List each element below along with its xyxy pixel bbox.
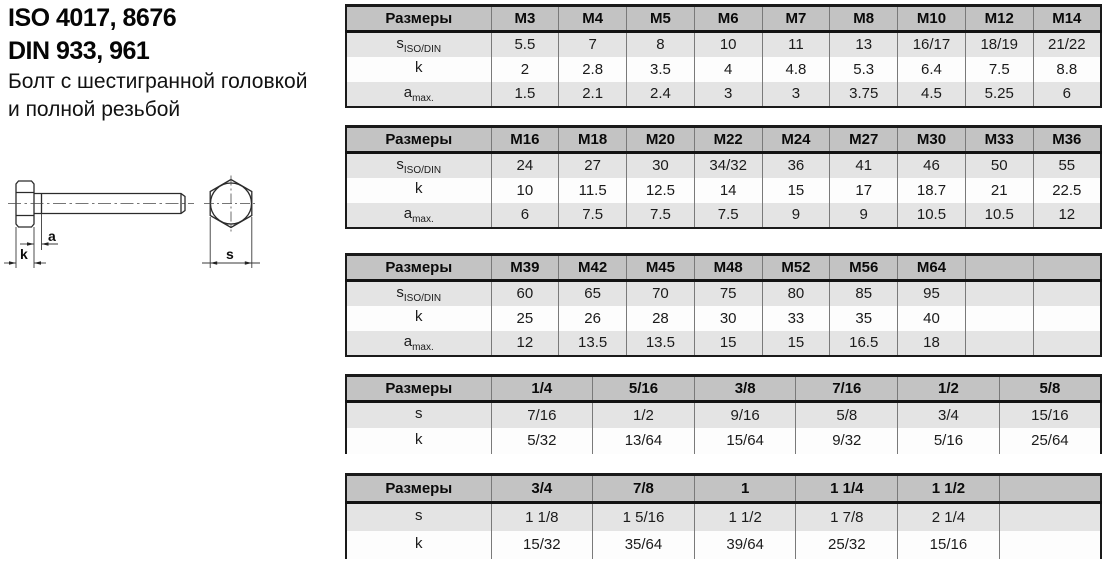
dimension-value-cell: 5/8	[796, 402, 898, 428]
inch-size-table-large	[345, 473, 1102, 559]
size-column-header: 1	[694, 475, 796, 503]
row-label-symbol: k	[415, 180, 423, 197]
dimension-value-cell: 35/64	[593, 531, 695, 559]
size-column-header: M33	[965, 127, 1033, 153]
dimension-value-cell: 5/32	[491, 428, 593, 454]
size-column-header: M52	[762, 255, 830, 281]
dimension-value-cell: 85	[830, 281, 898, 306]
dimension-value-cell: 35	[830, 306, 898, 331]
size-column-header: 7/16	[796, 376, 898, 402]
dimension-value-cell: 7.5	[965, 57, 1033, 82]
dimension-value-cell: 25/64	[999, 428, 1101, 454]
size-column-header	[999, 475, 1101, 503]
size-column-header: M45	[627, 255, 695, 281]
row-label-subscript: ISO/DIN	[403, 164, 442, 176]
size-column-header: 7/8	[593, 475, 695, 503]
row-label-symbol: k	[415, 534, 423, 552]
dimension-value-cell: 18.7	[898, 178, 966, 203]
dimension-value-cell: 80	[762, 281, 830, 306]
row-label	[346, 503, 491, 531]
dimension-value-cell: 40	[898, 306, 966, 331]
dimension-value-cell: 3/4	[898, 402, 1000, 428]
row-label-symbol: a	[403, 204, 413, 222]
size-column-header: 1 1/2	[898, 475, 1000, 503]
dimension-value-cell: 5/16	[898, 428, 1000, 454]
dimension-value-cell: 10.5	[965, 203, 1033, 228]
title-block	[8, 2, 340, 124]
row-label	[346, 178, 491, 203]
dimension-row	[346, 402, 1101, 428]
dimension-value-cell: 34/32	[694, 153, 762, 178]
dimension-value-cell: 70	[627, 281, 695, 306]
size-column-header: M20	[627, 127, 695, 153]
dimension-value-cell: 16/17	[898, 32, 966, 57]
table-corner-header: Размеры	[385, 131, 453, 148]
dimension-value-cell: 16.5	[830, 331, 898, 356]
dimension-value-cell: 13	[830, 32, 898, 57]
size-column-header: M27	[830, 127, 898, 153]
size-column-header	[965, 255, 1033, 281]
dimension-value-cell: 2.4	[627, 82, 695, 107]
dimension-value-cell: 3.75	[830, 82, 898, 107]
dimension-value-cell: 12	[491, 331, 559, 356]
dimension-value-cell: 30	[694, 306, 762, 331]
dimension-value-cell: 1 1/2	[694, 503, 796, 531]
row-label-symbol: s	[396, 34, 404, 52]
dimension-row	[346, 57, 1101, 82]
row-label	[346, 428, 491, 454]
row-label-subscript: ISO/DIN	[403, 43, 442, 55]
dimension-value-cell: 1/2	[593, 402, 695, 428]
size-column-header: 1/2	[898, 376, 1000, 402]
size-column-header: M16	[491, 127, 559, 153]
row-label	[346, 32, 491, 57]
row-label-symbol: s	[415, 507, 423, 525]
dimension-value-cell	[1033, 281, 1101, 306]
row-label-symbol: k	[415, 308, 423, 325]
row-label	[346, 153, 491, 178]
row-label-symbol: k	[415, 430, 423, 448]
dimension-value-cell: 65	[559, 281, 627, 306]
dimension-value-cell: 60	[491, 281, 559, 306]
dimension-value-cell: 18/19	[965, 32, 1033, 57]
dimension-value-cell: 28	[627, 306, 695, 331]
row-label	[346, 82, 491, 107]
table-corner-header: Размеры	[385, 380, 453, 397]
row-label-symbol: s	[396, 155, 404, 173]
dimension-value-cell: 9/32	[796, 428, 898, 454]
row-label-symbol: k	[415, 59, 423, 76]
dimension-value-cell: 13.5	[627, 331, 695, 356]
dimension-value-cell: 2 1/4	[898, 503, 1000, 531]
dimension-row	[346, 82, 1101, 107]
size-column-header: M22	[694, 127, 762, 153]
inch-size-table-small	[345, 374, 1102, 454]
product-description-line2: и полной резьбой	[8, 98, 181, 121]
dimension-row	[346, 306, 1101, 331]
dimension-row	[346, 32, 1101, 57]
row-label-symbol: s	[396, 283, 404, 301]
size-column-header: M6	[694, 6, 762, 32]
table-corner-header: Размеры	[385, 259, 453, 276]
dimension-value-cell: 41	[830, 153, 898, 178]
dimension-value-cell: 9	[830, 203, 898, 228]
dimension-value-cell: 15	[762, 331, 830, 356]
bolt-technical-drawing	[2, 158, 282, 280]
dimension-value-cell: 50	[965, 153, 1033, 178]
dimension-row	[346, 281, 1101, 306]
dimension-value-cell	[965, 306, 1033, 331]
dimension-value-cell: 15/32	[491, 531, 593, 559]
dimension-value-cell: 7.5	[559, 203, 627, 228]
dimension-value-cell: 22.5	[1033, 178, 1101, 203]
dimension-value-cell: 46	[898, 153, 966, 178]
row-label-subscript: max.	[412, 92, 434, 104]
dimension-value-cell: 21	[965, 178, 1033, 203]
size-column-header: 5/8	[999, 376, 1101, 402]
size-column-header: M42	[559, 255, 627, 281]
dimension-row	[346, 503, 1101, 531]
size-column-header: M3	[491, 6, 559, 32]
size-column-header: 3/4	[491, 475, 593, 503]
dimension-arrows	[9, 242, 49, 265]
dimension-value-cell: 3	[762, 82, 830, 107]
dimension-value-cell: 11.5	[559, 178, 627, 203]
dimension-value-cell: 12	[1033, 203, 1101, 228]
size-column-header: M56	[830, 255, 898, 281]
dimension-value-cell: 17	[830, 178, 898, 203]
dimension-value-cell: 7/16	[491, 402, 593, 428]
size-column-header: M36	[1033, 127, 1101, 153]
dimension-value-cell	[1033, 306, 1101, 331]
dimension-value-cell	[999, 531, 1101, 559]
dim-label-k: k	[20, 246, 28, 262]
dimension-row	[346, 531, 1101, 559]
dimension-value-cell: 10.5	[898, 203, 966, 228]
dimension-value-cell: 24	[491, 153, 559, 178]
dimension-value-cell: 25	[491, 306, 559, 331]
size-column-header: M24	[762, 127, 830, 153]
size-column-header: M18	[559, 127, 627, 153]
table-header-row	[346, 475, 1101, 503]
dimension-value-cell: 1 1/8	[491, 503, 593, 531]
dimension-value-cell: 18	[898, 331, 966, 356]
dimension-value-cell: 6.4	[898, 57, 966, 82]
size-column-header: M64	[898, 255, 966, 281]
size-column-header: M10	[898, 6, 966, 32]
dimension-value-cell: 2	[491, 57, 559, 82]
row-label-symbol: a	[403, 332, 413, 350]
size-column-header: M30	[898, 127, 966, 153]
dimension-value-cell: 10	[491, 178, 559, 203]
dimension-value-cell: 15/64	[694, 428, 796, 454]
row-label-subscript: max.	[412, 341, 434, 353]
dimension-value-cell: 6	[1033, 82, 1101, 107]
dimension-value-cell: 11	[762, 32, 830, 57]
dimension-row	[346, 153, 1101, 178]
dimension-value-cell: 12.5	[627, 178, 695, 203]
dimension-value-cell: 10	[694, 32, 762, 57]
size-column-header: 3/8	[694, 376, 796, 402]
dimension-value-cell: 7.5	[694, 203, 762, 228]
table-corner-header: Размеры	[385, 480, 453, 497]
dimension-row	[346, 331, 1101, 356]
size-column-header: 1/4	[491, 376, 593, 402]
size-column-header: M39	[491, 255, 559, 281]
dimension-value-cell: 3	[694, 82, 762, 107]
table-header-row	[346, 127, 1101, 153]
size-column-header: M48	[694, 255, 762, 281]
table-header-row	[346, 255, 1101, 281]
row-label-symbol: a	[403, 83, 413, 101]
dimension-value-cell: 39/64	[694, 531, 796, 559]
row-label	[346, 281, 491, 306]
dimension-value-cell: 13/64	[593, 428, 695, 454]
dimension-value-cell: 2.8	[559, 57, 627, 82]
size-column-header: M4	[559, 6, 627, 32]
dimension-value-cell: 15	[762, 178, 830, 203]
dimension-value-cell: 3.5	[627, 57, 695, 82]
size-column-header: 5/16	[593, 376, 695, 402]
iso-standard-title: ISO 4017, 8676	[8, 4, 177, 32]
metric-size-table-m3-m14	[345, 4, 1102, 108]
dimension-value-cell: 25/32	[796, 531, 898, 559]
dimension-value-cell: 1.5	[491, 82, 559, 107]
size-column-header: M7	[762, 6, 830, 32]
table-header-row	[346, 6, 1101, 32]
dimension-value-cell	[965, 331, 1033, 356]
row-label	[346, 402, 491, 428]
dimension-value-cell: 6	[491, 203, 559, 228]
dimension-value-cell: 30	[627, 153, 695, 178]
size-column-header: M5	[627, 6, 695, 32]
dimension-value-cell: 5.25	[965, 82, 1033, 107]
dimension-value-cell: 7.5	[627, 203, 695, 228]
dimension-value-cell: 15/16	[999, 402, 1101, 428]
dimension-value-cell	[965, 281, 1033, 306]
row-label	[346, 57, 491, 82]
hex-centerlines	[204, 176, 258, 232]
dimension-value-cell	[1033, 331, 1101, 356]
dimension-value-cell: 8.8	[1033, 57, 1101, 82]
dimension-value-cell: 1 7/8	[796, 503, 898, 531]
dimension-value-cell: 14	[694, 178, 762, 203]
dimension-value-cell: 75	[694, 281, 762, 306]
product-description-line1: Болт с шестигранной головкой	[8, 70, 308, 93]
dimension-value-cell: 21/22	[1033, 32, 1101, 57]
metric-size-table-m16-m36	[345, 125, 1102, 229]
dimension-value-cell: 8	[627, 32, 695, 57]
dimension-value-cell: 7	[559, 32, 627, 57]
dimension-value-cell: 9/16	[694, 402, 796, 428]
row-label	[346, 203, 491, 228]
dimension-value-cell: 15	[694, 331, 762, 356]
dimension-value-cell: 4.8	[762, 57, 830, 82]
dimension-row	[346, 428, 1101, 454]
size-column-header: M14	[1033, 6, 1101, 32]
size-column-header	[1033, 255, 1101, 281]
dimension-value-cell: 27	[559, 153, 627, 178]
dim-label-a: a	[48, 228, 56, 244]
dimension-value-cell: 13.5	[559, 331, 627, 356]
row-label-subscript: ISO/DIN	[403, 292, 442, 304]
table-header-row	[346, 376, 1101, 402]
dimension-row	[346, 203, 1101, 228]
row-label	[346, 306, 491, 331]
row-label-symbol: s	[415, 405, 423, 423]
dimension-value-cell: 36	[762, 153, 830, 178]
row-label	[346, 331, 491, 356]
dimension-value-cell: 5.3	[830, 57, 898, 82]
dimension-value-cell: 55	[1033, 153, 1101, 178]
dimension-value-cell: 15/16	[898, 531, 1000, 559]
din-standard-title: DIN 933, 961	[8, 37, 150, 65]
dim-label-s: s	[226, 246, 234, 262]
dimension-value-cell: 4.5	[898, 82, 966, 107]
row-label	[346, 531, 491, 559]
dimension-value-cell: 95	[898, 281, 966, 306]
size-column-header: M8	[830, 6, 898, 32]
row-label-subscript: max.	[412, 213, 434, 225]
dimension-value-cell: 33	[762, 306, 830, 331]
dimension-value-cell: 1 5/16	[593, 503, 695, 531]
dimension-row	[346, 178, 1101, 203]
dimension-value-cell: 26	[559, 306, 627, 331]
dimension-value-cell: 9	[762, 203, 830, 228]
size-column-header: M12	[965, 6, 1033, 32]
table-corner-header: Размеры	[385, 10, 453, 27]
size-column-header: 1 1/4	[796, 475, 898, 503]
dimension-value-cell: 5.5	[491, 32, 559, 57]
dimension-value-cell: 4	[694, 57, 762, 82]
metric-size-table-m39-m64	[345, 253, 1102, 357]
dimension-value-cell: 2.1	[559, 82, 627, 107]
dimension-value-cell	[999, 503, 1101, 531]
